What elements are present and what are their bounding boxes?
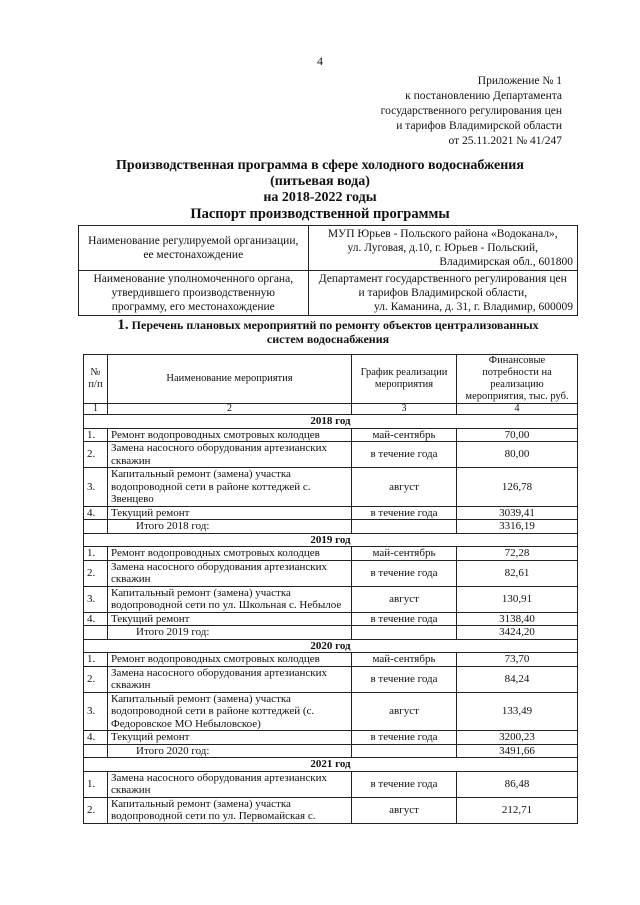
table-row [84,547,578,561]
row-number: 4. [84,506,108,520]
table-index-row [84,404,578,415]
passport-label: Наименование регулируемой организации, ее местонахождение [79,226,309,271]
row-amount: 70,00 [457,428,578,442]
total-amount: 3491,66 [457,744,578,758]
row-schedule: август [352,797,457,823]
appendix-line: к постановлению Департамента [405,90,562,102]
row-number: 4. [84,612,108,626]
table-row [84,692,578,731]
appendix-block [381,74,562,149]
table-row [84,771,578,797]
row-schedule: в течение года [352,506,457,520]
total-spacer [84,626,108,640]
total-row [84,744,578,758]
row-schedule: май-сентябрь [352,653,457,667]
year-row [84,533,578,547]
row-schedule: в течение года [352,731,457,745]
table-row [84,468,578,507]
row-schedule: в течение года [352,666,457,692]
year-label: 2020 год [84,639,578,653]
header-num: № п/п [84,355,108,404]
appendix-line: государственного регулирования цен [380,105,562,117]
row-name: Текущий ремонт [108,612,352,626]
row-amount: 3039,41 [457,506,578,520]
row-number: 1. [84,771,108,797]
row-schedule: август [352,586,457,612]
row-name: Капитальный ремонт (замена) участка водопроводной сети в районе коттеджей (с. Федоровское МО Небыловское) [108,692,352,731]
year-row [84,639,578,653]
row-schedule: август [352,468,457,507]
row-name: Замена насосного оборудования артезианских скважин [108,560,352,586]
table-row [84,586,578,612]
header-finance: Финансовые потребности на реализацию мероприятия, тыс. руб. [457,355,578,404]
document-title [0,158,640,222]
row-name: Текущий ремонт [108,731,352,745]
appendix-line: от 25.11.2021 № 41/247 [448,135,562,147]
table-row [84,797,578,823]
year-label: 2021 год [84,758,578,772]
row-schedule: в течение года [352,771,457,797]
section-title-line: Перечень плановых мероприятий по ремонту объектов централизованных [131,318,539,332]
passport-table [78,225,578,316]
row-schedule: в течение года [352,442,457,468]
section-title-line: систем водоснабжения [266,332,390,346]
row-amount: 126,78 [457,468,578,507]
total-row [84,626,578,640]
passport-value [308,271,577,316]
table-row [84,560,578,586]
title-line: (питьевая вода) [270,174,370,189]
total-spacer [352,626,457,640]
row-amount: 86,48 [457,771,578,797]
row-amount: 133,49 [457,692,578,731]
table-row [84,612,578,626]
year-row [84,415,578,429]
row-number: 3. [84,468,108,507]
title-line: Производственная программа в сфере холодного водоснабжения [116,158,524,173]
page-number: 4 [317,54,323,68]
total-spacer [84,744,108,758]
year-row [84,758,578,772]
table-row [84,442,578,468]
total-amount: 3316,19 [457,520,578,534]
appendix-line: и тарифов Владимирской области [396,120,562,132]
row-name: Капитальный ремонт (замена) участка водопроводной сети по ул. Первомайская с. [108,797,352,823]
row-schedule: в течение года [352,612,457,626]
title-line: на 2018-2022 годы [263,190,377,205]
row-name: Замена насосного оборудования артезианских скважин [108,771,352,797]
header-schedule: График реализации мероприятия [352,355,457,404]
row-name: Ремонт водопроводных смотровых колодцев [108,653,352,667]
table-row [84,653,578,667]
total-spacer [352,520,457,534]
row-amount: 3200,23 [457,731,578,745]
table-row [84,428,578,442]
row-amount: 82,61 [457,560,578,586]
passport-value-line: МУП Юрьев - Польского района «Водоканал», [327,228,558,240]
passport-title: Паспорт производственной программы [190,206,450,222]
passport-row [79,226,578,271]
row-amount: 212,71 [457,797,578,823]
row-name: Ремонт водопроводных смотровых колодцев [108,428,352,442]
passport-value-line: Департамент государственного регулирования цен [318,273,567,285]
passport-value-line: ул. Луговая, д.10, г. Юрьев - Польский, [347,242,538,254]
row-number: 4. [84,731,108,745]
total-amount: 3424,20 [457,626,578,640]
index-cell: 2 [108,404,352,415]
section-title [78,318,578,346]
row-name: Текущий ремонт [108,506,352,520]
index-cell: 1 [84,404,108,415]
row-number: 2. [84,666,108,692]
row-amount: 3138,40 [457,612,578,626]
row-amount: 73,70 [457,653,578,667]
total-row [84,520,578,534]
index-cell: 4 [457,404,578,415]
row-amount: 130,91 [457,586,578,612]
table-row [84,666,578,692]
row-schedule: май-сентябрь [352,547,457,561]
events-table [83,354,578,824]
table-row [84,731,578,745]
passport-value-line: Владимирская обл., 601800 [439,256,573,268]
total-spacer [352,744,457,758]
total-label: Итого 2019 год: [108,626,352,640]
passport-value-line: и тарифов Владимирской области, [358,287,528,299]
row-amount: 84,24 [457,666,578,692]
total-spacer [84,520,108,534]
row-number: 2. [84,442,108,468]
table-row [84,506,578,520]
row-number: 3. [84,586,108,612]
total-label: Итого 2018 год: [108,520,352,534]
row-schedule: в течение года [352,560,457,586]
row-name: Капитальный ремонт (замена) участка водопроводной сети в районе коттеджей с. Звенцево [108,468,352,507]
passport-value [308,226,577,271]
row-name: Ремонт водопроводных смотровых колодцев [108,547,352,561]
row-number: 3. [84,692,108,731]
year-label: 2018 год [84,415,578,429]
header-name: Наименование мероприятия [108,355,352,404]
passport-label: Наименование уполномоченного органа, утвердившего производственную программу, его местонахождение [79,271,309,316]
row-name: Замена насосного оборудования артезианских скважин [108,666,352,692]
row-number: 2. [84,560,108,586]
row-schedule: август [352,692,457,731]
row-number: 1. [84,547,108,561]
appendix-line: Приложение № 1 [477,75,562,87]
section-number: 1. [117,317,129,333]
row-number: 1. [84,653,108,667]
table-header-row [84,355,578,404]
row-amount: 80,00 [457,442,578,468]
total-label: Итого 2020 год: [108,744,352,758]
row-amount: 72,28 [457,547,578,561]
year-label: 2019 год [84,533,578,547]
passport-row [79,271,578,316]
passport-value-line: ул. Каманина, д. 31, г. Владимир, 600009 [374,301,573,313]
row-number: 2. [84,797,108,823]
row-schedule: май-сентябрь [352,428,457,442]
index-cell: 3 [352,404,457,415]
row-name: Замена насосного оборудования артезианских скважин [108,442,352,468]
row-number: 1. [84,428,108,442]
row-name: Капитальный ремонт (замена) участка водопроводной сети по ул. Школьная с. Небылое [108,586,352,612]
